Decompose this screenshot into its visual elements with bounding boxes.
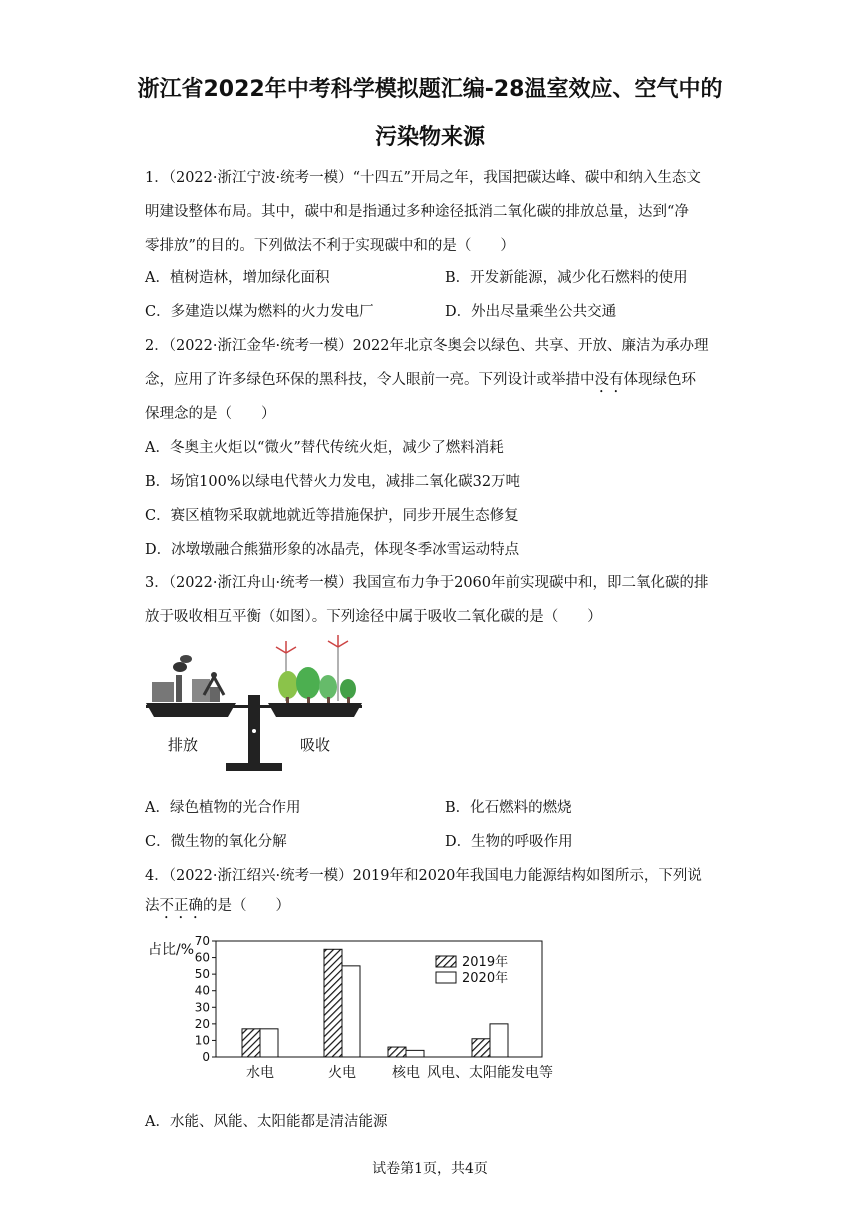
y-tick-label: 10 (194, 1033, 210, 1048)
bar-2019年-风电、太阳能发电等 (472, 1039, 490, 1057)
q2-stem-line2: 念，应用了许多绿色环保的黑科技，令人眼前一亮。下列设计或举措中没有体现绿色环 (145, 372, 696, 388)
trees-icon (276, 635, 356, 703)
q1-option-c: C．多建造以煤为燃料的火力发电厂 (145, 304, 374, 320)
q4-option-a: A．水能、风能、太阳能都是清洁能源 (145, 1114, 388, 1130)
q2-stem-line3: 保理念的是（ ） (145, 406, 276, 422)
emphasis-text: 没有 (594, 372, 624, 388)
q3-option-c: C．微生物的氧化分解 (145, 834, 287, 850)
q2-option-d: D．冰墩墩融合熊猫形象的冰晶壳，体现冬季冰雪运动特点 (145, 542, 520, 558)
x-tick-label: 水电 (246, 1065, 274, 1081)
bar-chart (140, 930, 600, 1090)
bar-2020年-核电 (406, 1050, 424, 1057)
q1-stem-line1: 1．（2022·浙江宁波·统考一模）“十四五”开局之年，我国把碳达峰、碳中和纳入生态文 (145, 170, 701, 186)
y-tick-label: 30 (194, 1000, 210, 1015)
legend-swatch (436, 972, 456, 983)
x-tick-label: 核电 (392, 1065, 420, 1081)
balance-scale-figure (140, 635, 380, 775)
bar-2020年-水电 (260, 1029, 278, 1057)
bar-2020年-风电、太阳能发电等 (490, 1024, 508, 1057)
page-title: 浙江省2022年中考科学模拟题汇编-28温室效应、空气中的 (137, 77, 723, 102)
q3-stem-line2: 放于吸收相互平衡（如图）。下列途径中属于吸收二氧化碳的是（ ） (145, 609, 602, 625)
bar-2019年-水电 (242, 1029, 260, 1057)
y-tick-label: 40 (194, 983, 210, 998)
absorption-label: 吸收 (300, 736, 331, 754)
q1-option-d: D．外出尽量乘坐公共交通 (445, 304, 617, 320)
legend-label: 2020年 (462, 971, 509, 986)
bar-2020年-火电 (342, 966, 360, 1057)
q1-option-b: B．开发新能源，减少化石燃料的使用 (445, 270, 688, 286)
emphasis-text: 不正确 (159, 898, 203, 914)
q2-option-a: A．冬奥主火炬以“微火”替代传统火炬，减少了燃料消耗 (145, 440, 504, 456)
q1-stem-line3: 零排放”的目的。下列做法不利于实现碳中和的是（ ） (145, 238, 515, 254)
page-title-line2: 污染物来源 (374, 125, 485, 150)
q4-stem-line1: 4．（2022·浙江绍兴·统考一模）2019年和2020年我国电力能源结构如图所示，下列说 (145, 868, 702, 884)
q3-stem-line1: 3．（2022·浙江舟山·统考一模）我国宣布力争于2060年前实现碳中和，即二氧化碳的排 (145, 575, 709, 591)
q4-stem-line2: 法不正确的是（ ） (145, 898, 290, 914)
balance-scale-icon (146, 695, 362, 771)
q2-option-b: B．场馆100%以绿电代替火力发电，减排二氧化碳32万吨 (145, 474, 521, 490)
q3-option-a: A．绿色植物的光合作用 (145, 800, 301, 816)
q2-option-c: C．赛区植物采取就地就近等措施保护，同步开展生态修复 (145, 508, 519, 524)
y-tick-label: 50 (194, 967, 210, 982)
q2-stem-line1: 2．（2022·浙江金华·统考一模）2022年北京冬奥会以绿色、共享、开放、廉洁为承办理 (145, 338, 709, 354)
bar-2019年-核电 (388, 1047, 406, 1057)
q1-stem-line2: 明建设整体布局。其中，碳中和是指通过多种途径抵消二氧化碳的排放总量，达到“净 (145, 204, 689, 220)
x-tick-label: 火电 (328, 1065, 356, 1081)
y-tick-label: 60 (194, 950, 210, 965)
legend-label: 2019年 (462, 955, 509, 970)
q3-option-d: D．生物的呼吸作用 (445, 834, 573, 850)
factory-icon (152, 655, 224, 702)
y-tick-label: 0 (202, 1050, 210, 1064)
emission-label: 排放 (168, 736, 199, 754)
y-tick-label: 70 (194, 934, 210, 948)
y-tick-label: 20 (194, 1016, 210, 1031)
bar-2019年-火电 (324, 949, 342, 1057)
y-axis-label: 占比/% (148, 942, 195, 958)
page-footer: 试卷第1页，共4页 (372, 1161, 488, 1177)
legend-swatch (436, 956, 456, 967)
x-tick-label: 风电、太阳能发电等 (427, 1065, 553, 1081)
q1-option-a: A．植树造林，增加绿化面积 (145, 270, 330, 286)
q3-option-b: B．化石燃料的燃烧 (445, 800, 572, 816)
